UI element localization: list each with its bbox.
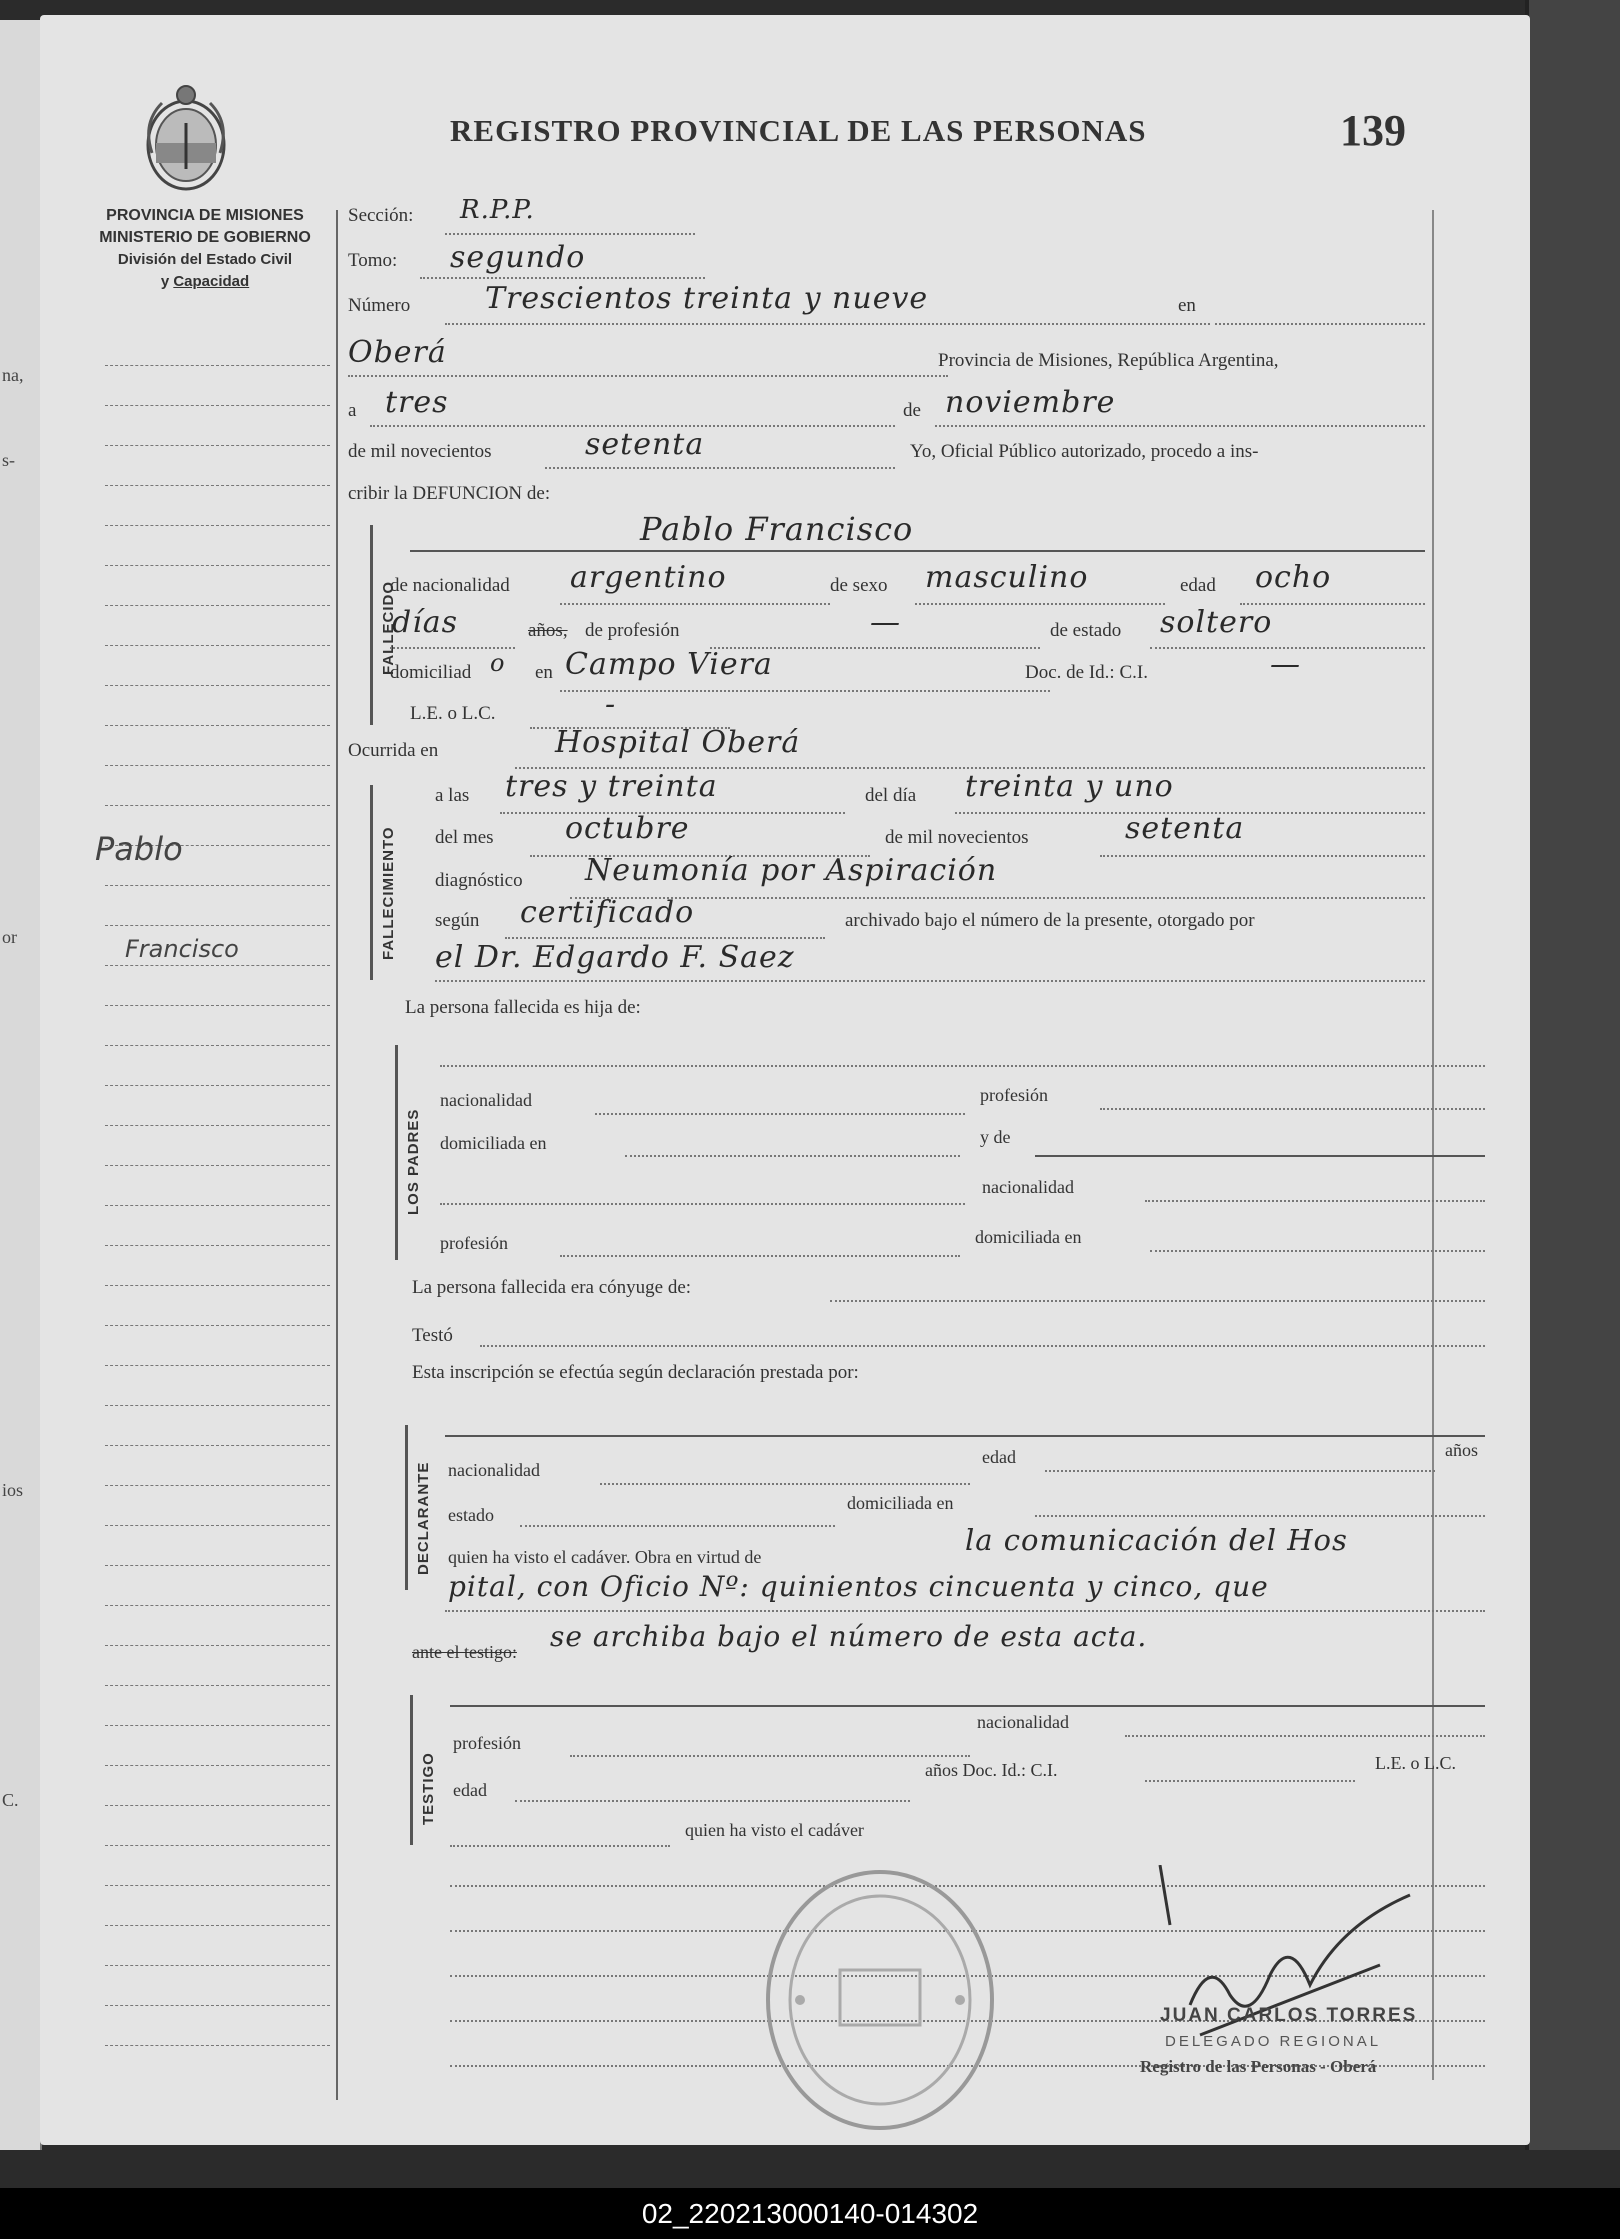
witness-name-line xyxy=(450,1705,1485,1707)
side-label-fallecimiento: FALLECIMIENTO xyxy=(380,826,397,960)
margin-rule-line xyxy=(105,885,330,886)
margin-rule-line xyxy=(105,1885,330,1886)
margin-rule-line xyxy=(105,1365,330,1366)
label-en: en xyxy=(1178,295,1196,316)
signatory-office: Registro de las Personas - Oberá xyxy=(1140,2057,1377,2076)
label-quien-ha-visto2: quien ha visto el cadáver xyxy=(685,1820,864,1840)
margin-rule-line xyxy=(105,1805,330,1806)
margin-rule-line xyxy=(105,1445,330,1446)
margin-rule-line xyxy=(105,805,330,806)
label-tomo: Tomo: xyxy=(348,250,398,271)
label-en2: en xyxy=(535,662,553,683)
margin-rule-line xyxy=(105,1205,330,1206)
book-binding xyxy=(1525,0,1620,2150)
dotted-line xyxy=(445,1610,1485,1612)
value-edad-unidad: días xyxy=(392,605,459,640)
label-domiciliada-decl: domiciliada en xyxy=(847,1493,954,1513)
dotted-line xyxy=(625,1155,960,1157)
dotted-line xyxy=(1100,1108,1485,1110)
side-label-padres: LOS PADRES xyxy=(405,1108,422,1215)
margin-rule-line xyxy=(105,565,330,566)
dotted-line xyxy=(440,1065,1485,1067)
label-profesion-padre: profesión xyxy=(980,1085,1048,1105)
value-medico: el Dr. Edgardo F. Saez xyxy=(435,940,795,975)
margin-rule-line xyxy=(105,1845,330,1846)
value-edad: ocho xyxy=(1255,560,1332,595)
dotted-line xyxy=(560,690,1050,692)
margin-rule-line xyxy=(105,1605,330,1606)
value-doc: — xyxy=(1270,647,1301,682)
margin-rule-line xyxy=(105,1725,330,1726)
label-domiciliad: domiciliad xyxy=(390,662,472,683)
value-lugar: Oberá xyxy=(348,335,447,370)
label-conyuge: La persona fallecida era cónyuge de: xyxy=(412,1277,692,1298)
dotted-line xyxy=(570,897,1425,899)
margin-rule-line xyxy=(105,965,330,966)
label-nacionalidad-padre: nacionalidad xyxy=(440,1090,532,1110)
value-obra-2: pital, con Oficio Nº: quinientos cincuenta y cinco, que xyxy=(448,1570,1269,1603)
dept-ministry: MINISTERIO DE GOBIERNO xyxy=(99,229,311,246)
label-inscripcion: Esta inscripción se efectúa según declaración prestada por: xyxy=(412,1362,859,1383)
register-page xyxy=(40,15,1530,2145)
dotted-line xyxy=(505,937,825,939)
margin-rule-line xyxy=(105,2045,330,2046)
margin-rule-line xyxy=(105,445,330,446)
dotted-line xyxy=(1150,1250,1485,1252)
label-anos-doc: años Doc. Id.: C.I. xyxy=(925,1760,1058,1780)
value-anio: setenta xyxy=(585,427,705,462)
dotted-line xyxy=(560,603,830,605)
value-nacionalidad: argentino xyxy=(570,560,727,595)
margin-rule-line xyxy=(105,1245,330,1246)
label-doc-id: Doc. de Id.: C.I. xyxy=(1025,662,1148,683)
mother-name-line xyxy=(1035,1155,1485,1157)
value-domicilio-sufijo: o xyxy=(490,649,506,677)
label-anos-struck: años, xyxy=(528,620,568,641)
value-nombre: Pablo Francisco xyxy=(640,510,914,548)
left-fragment: s- xyxy=(2,450,15,470)
official-stamp-icon xyxy=(760,1865,1000,2135)
dotted-line xyxy=(435,980,1425,982)
margin-rule-line xyxy=(105,485,330,486)
value-domicilio: Campo Viera xyxy=(565,647,773,682)
dotted-line xyxy=(348,375,948,377)
margin-rule-line xyxy=(105,1165,330,1166)
margin-rule-line xyxy=(105,645,330,646)
dotted-line xyxy=(1035,1515,1485,1517)
name-line xyxy=(410,550,1425,552)
label-provincia: Provincia de Misiones, República Argentina, xyxy=(938,350,1279,371)
value-profesion: — xyxy=(870,605,901,640)
label-ocurrida: Ocurrida en xyxy=(348,740,439,761)
label-domiciliada-madre: domiciliada en xyxy=(975,1227,1082,1247)
dotted-line xyxy=(600,1483,970,1485)
value-seccion: R.P.P. xyxy=(460,195,535,225)
value-mes: noviembre xyxy=(945,385,1116,420)
margin-rule-line xyxy=(105,765,330,766)
dotted-line xyxy=(450,1845,670,1847)
dotted-line xyxy=(440,1203,965,1205)
margin-rule-line xyxy=(105,1485,330,1486)
label-estado-decl: estado xyxy=(448,1505,494,1525)
page-title: REGISTRO PROVINCIAL DE LAS PERSONAS xyxy=(450,113,1147,148)
label-segun: según xyxy=(435,910,480,931)
right-border xyxy=(1432,210,1434,2080)
dept-capacidad: Capacidad xyxy=(173,273,250,290)
left-page-edge xyxy=(0,20,42,2150)
margin-rule-line xyxy=(105,405,330,406)
label-le-lc-testigo: L.E. o L.C. xyxy=(1375,1753,1456,1773)
margin-rule-line xyxy=(105,365,330,366)
label-nacionalidad-testigo: nacionalidad xyxy=(977,1712,1069,1732)
label-numero: Número xyxy=(348,295,411,316)
dotted-line xyxy=(1215,323,1425,325)
left-fragment: na, xyxy=(2,365,24,385)
margin-rule-line xyxy=(105,1765,330,1766)
dotted-line xyxy=(830,1300,1485,1302)
dotted-line xyxy=(1145,1200,1485,1202)
label-a-las: a las xyxy=(435,785,470,806)
dotted-line xyxy=(570,1755,970,1757)
dotted-line xyxy=(445,233,695,235)
label-nacionalidad-decl: nacionalidad xyxy=(448,1460,540,1480)
label-profesion: de profesión xyxy=(585,620,680,641)
margin-note-first: Pablo xyxy=(95,830,183,868)
dotted-line xyxy=(560,1255,960,1257)
label-yo-oficial: Yo, Oficial Público autorizado, procedo a ins- xyxy=(910,441,1259,462)
margin-rule-line xyxy=(105,1325,330,1326)
margin-rule-line xyxy=(105,1405,330,1406)
label-profesion-madre: profesión xyxy=(440,1233,508,1253)
section-brace xyxy=(395,1045,398,1260)
dept-province: PROVINCIA DE MISIONES xyxy=(106,207,304,224)
margin-rule-line xyxy=(105,1565,330,1566)
label-a: a xyxy=(348,400,357,421)
value-dia-fallec: treinta y uno xyxy=(965,769,1174,804)
label-y-de: y de xyxy=(980,1127,1011,1147)
value-le: - xyxy=(605,687,617,722)
dotted-line xyxy=(1045,1470,1435,1472)
label-hija-de: La persona fallecida es hija de: xyxy=(405,997,641,1018)
section-brace xyxy=(405,1425,408,1590)
label-nacionalidad: de nacionalidad xyxy=(390,575,510,596)
margin-rule-line xyxy=(105,605,330,606)
label-cribir: cribir la DEFUNCION de: xyxy=(348,483,551,504)
label-edad-testigo: edad xyxy=(453,1780,487,1800)
margin-rule-line xyxy=(105,1085,330,1086)
department-heading xyxy=(60,205,350,293)
side-label-declarante: DECLARANTE xyxy=(415,1461,432,1575)
folio-number: 139 xyxy=(1340,106,1406,155)
margin-rule-line xyxy=(105,1685,330,1686)
label-domiciliada-padre: domiciliada en xyxy=(440,1133,547,1153)
value-tomo: segundo xyxy=(450,240,586,275)
margin-rule-line xyxy=(105,1285,330,1286)
section-brace xyxy=(410,1695,413,1845)
dotted-line xyxy=(445,323,1210,325)
dotted-line xyxy=(520,1525,835,1527)
value-sexo: masculino xyxy=(925,560,1089,595)
margin-rule-line xyxy=(105,525,330,526)
value-estado: soltero xyxy=(1160,605,1273,640)
label-quien-ha-visto: quien ha visto el cadáver. Obra en virtud de xyxy=(448,1547,762,1567)
margin-rule-line xyxy=(105,1525,330,1526)
dotted-line xyxy=(420,277,705,279)
value-diagnostico: Neumonía por Aspiración xyxy=(585,853,998,888)
signatory-name: JUAN CARLOS TORRES xyxy=(1160,2005,1418,2026)
label-archivado: archivado bajo el número de la presente, otorgado por xyxy=(845,910,1255,931)
label-seccion: Sección: xyxy=(348,205,414,226)
dept-y: y xyxy=(160,273,170,290)
label-nacionalidad-madre: nacionalidad xyxy=(982,1177,1074,1197)
label-anos-decl: años xyxy=(1445,1440,1478,1460)
label-ante-testigo: ante el testigo: xyxy=(412,1642,517,1662)
margin-rule-line xyxy=(105,1645,330,1646)
dotted-line xyxy=(515,1800,910,1802)
label-diagnostico: diagnóstico xyxy=(435,870,523,891)
side-label-fallecido: FALLECIDO xyxy=(380,581,397,675)
label-edad: edad xyxy=(1180,575,1216,596)
margin-rule-line xyxy=(105,725,330,726)
column-divider xyxy=(336,210,338,2100)
image-caption: 02_220213000140-014302 xyxy=(0,2188,1620,2239)
margin-rule-line xyxy=(105,1125,330,1126)
left-fragment: or xyxy=(2,927,17,947)
margin-rule-line xyxy=(105,1005,330,1006)
dotted-line xyxy=(935,425,1425,427)
left-fragment: C. xyxy=(2,1790,19,1810)
label-le-lc: L.E. o L.C. xyxy=(410,703,496,724)
label-estado: de estado xyxy=(1050,620,1122,641)
side-label-testigo: TESTIGO xyxy=(420,1752,437,1825)
value-dia: tres xyxy=(385,385,449,420)
label-del-dia: del día xyxy=(865,785,917,806)
label-sexo: de sexo xyxy=(830,575,888,596)
dotted-line xyxy=(1145,1780,1355,1782)
dept-division: División del Estado Civil xyxy=(117,251,293,268)
value-anio-fallec: setenta xyxy=(1125,811,1245,846)
label-de: de xyxy=(903,400,921,421)
dotted-line xyxy=(1100,855,1425,857)
section-brace xyxy=(370,525,373,725)
dotted-line xyxy=(545,467,895,469)
value-mes-fallec: octubre xyxy=(565,811,690,846)
label-testo: Testó xyxy=(412,1325,453,1346)
value-ocurrida: Hospital Oberá xyxy=(555,725,801,760)
margin-note-second: Francisco xyxy=(125,935,239,963)
declarant-name-line xyxy=(445,1435,1485,1437)
section-brace xyxy=(370,785,373,980)
label-de-mil: de mil novecientos xyxy=(348,441,492,462)
value-segun: certificado xyxy=(520,895,695,930)
margin-rule-line xyxy=(105,2005,330,2006)
signatory-role: DELEGADO REGIONAL xyxy=(1165,2033,1382,2050)
left-fragment: ios xyxy=(2,1480,24,1500)
dotted-line xyxy=(480,1345,1485,1347)
margin-rule-line xyxy=(105,685,330,686)
margin-rule-line xyxy=(105,1965,330,1966)
value-obra-1: la comunicación del Hos xyxy=(965,1523,1348,1557)
value-numero: Trescientos treinta y nueve xyxy=(485,281,929,316)
dotted-line xyxy=(915,603,1165,605)
label-de-mil2: de mil novecientos xyxy=(885,827,1029,848)
margin-rule-line xyxy=(105,1925,330,1926)
label-del-mes: del mes xyxy=(435,827,494,848)
label-edad-decl: edad xyxy=(982,1447,1016,1467)
margin-rule-line xyxy=(105,1045,330,1046)
dotted-line xyxy=(1125,1735,1485,1737)
margin-rule-line xyxy=(105,925,330,926)
dotted-line xyxy=(595,1113,965,1115)
coat-of-arms-icon xyxy=(142,83,230,193)
value-obra-3: se archiba bajo el número de esta acta. xyxy=(550,1620,1148,1653)
value-hora: tres y treinta xyxy=(505,769,718,804)
label-profesion-testigo: profesión xyxy=(453,1733,521,1753)
